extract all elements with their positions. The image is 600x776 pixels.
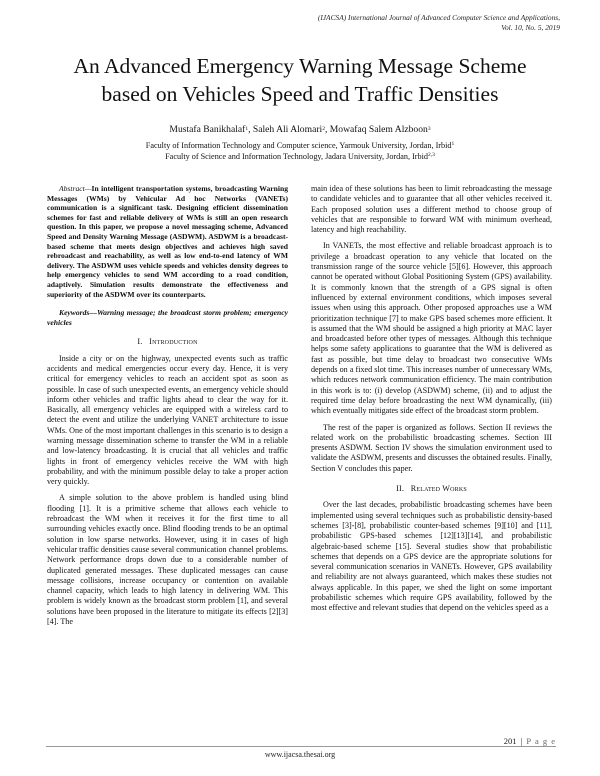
section-heading-introduction: I. Introduction: [137, 337, 198, 347]
intro-paragraph-4: The rest of the paper is organized as follows. Section II reviews the related work on the probabilistic broadcasting schemes. Section III presents ASDWM. Section IV shows the simulation environment used to validate the ASDWM, presents and discusses the obtained results. Finally, Section V concludes this paper.: [311, 422, 552, 473]
abstract-lead: Abstract—: [59, 184, 92, 193]
intro-paragraph-2: A simple solution to the above problem is handled using blind flooding [1]. It is a primitive scheme that allows each vehicle to rebroadcast the WM when it receives it for the first time to all surrounding vehicles exactly once. Blind flooding trends to be an optimal solution in low sparse networks. However, using it in cases of high vehicular traffic densities cause several communication channel problems. Network performance drops down due to a considerable number of duplicated generated messages. These duplicated messages can cause message collisions, increase occupancy or contention on available channel capacity, which leads to high latency in delivering WM. This problem is widely known as the broadcast storm problem [1], and several solutions have been proposed in the literature to mitigate its effects [2][3][4]. The: [47, 493, 288, 627]
author-1-sup: 1: [245, 126, 249, 132]
intro-paragraph-3: In VANETs, the most effective and reliable broadcast approach is to privilege a broadcast operation to any vehicle that located on the transmission range of the source vehicle [5][6]. However, this approach cannot be operated without Global Positioning System (GPS) availability. It is commonly known that the strength of a GPS signal is often influenced by external environment conditions, which imposes several issues when using this approach. Other proposed approaches use a WM prioritization technique [7] to make GPS based schemes more efficient. It is assumed that the WM should be assigned a high priority at MAC layer and broadcasted before other types of messages. Although this technique helps some safety applications to guarantee that the WM is delivered as fast as possible, but time delay to broadcast two consecutive WMs depends on a fixed slot time. This increases number of unnecessary WMs, which reduces network communication efficiency. The main contribution in this work is to: (i) develop (ASDWM) scheme, (ii) and to adjust the required time delay before broadcasting the next WM dynamically, (iii) which eventually mitigates side effect of the broadcast storm problem.: [311, 241, 552, 416]
affiliations: [30, 140, 570, 162]
intro-paragraph-1: Inside a city or on the highway, unexpected events such as traffic accidents and medical emergencies occur every day. Hence, it is very critical for emergency vehicles to reach an accident spot as soon as possible. In case of such unexpected events, an emergency vehicle should inform other vehicles and traffic lights ahead to clear the way for it. Basically, all emergency vehicles are equipped with a wireless card to detect the event and utilize the underlying VANET architecture to issue WMs. One of the most important challenges in this scenario is to design a warning message dissemination scheme to transfer the WM in a reliable and low-latency broadcasting. It is crucial that all vehicles and traffic lights in front of emergency vehicles receive the WM with high probability, and with the minimum possible delay to take a proper action very quickly.: [47, 353, 288, 487]
journal-name: (IJACSA) International Journal of Advanced Computer Science and Applications,: [317, 13, 560, 22]
left-column: [47, 184, 288, 627]
page-number-value: 201: [503, 736, 517, 746]
paper-title: [30, 52, 570, 108]
intro-paragraph-2-continued: main idea of these solutions has been to limit rebroadcasting the message to candidate vehicles and to guarantee that all other vehicles received it. Each proposed solution uses a different method to choose group of vehicles that are responsible to forward WM with minimum overhead, latency and high reachability.: [311, 184, 552, 235]
abstract-text: In intelligent transportation systems, broadcasting Warning Messages (WMs) by Vehicular Ad hoc Networks (VANETs) communication is a significant task. Designing efficient dissemination schemes for fast and reliable delivery of WMs is still an open research question. In this paper, we propose a novel messaging scheme, Advanced Speed and Density Warning Message (ASDWM). ASDWM is a broadcast-based scheme that meets design objectives and achieves high saved rebroadcast and reachability, as well as low end-to-end latency of WM delivery. The ASDWM uses vehicle speeds and vehicles density degrees to help emergency vehicles to send WM according to a road condition, adaptively. Simulation results demonstrate the effectiveness and superiority of the ASDWM over its counterparts.: [47, 184, 288, 299]
paper-title-line1: An Advanced Emergency Warning Message Scheme: [73, 54, 527, 78]
affiliation-1: Faculty of Information Technology and Computer science, Yarmouk University, Jordan, Irbid$^1$: [145, 141, 455, 150]
keywords: Keywords—Warning message; the broadcast storm problem; emergency vehicles: [47, 308, 288, 327]
author-1: Mustafa Banikhalaf: [169, 124, 246, 135]
journal-url[interactable]: www.ijacsa.thesai.org: [264, 750, 336, 759]
related-works-paragraph-1: Over the last decades, probabilistic broadcasting schemes have been implemented using several techniques such as probabilistic density-based schemes [3]-[8], probabilistic counter-based schemes [9][10] and [11], probabilistic GPS-based schemes [12][13][14], and probabilistic algebraic-based scheme [15]. Several studies show that probabilistic schemes that depends on a GPS device are the appropriate solutions for several communication scenarios in VANETs. However, GPS availability and reliability are not always guaranteed, which makes these studies not always applicable. In this paper, we shed the light on some important probabilistic schemes which require GPS availability, followed by the most effective and relevant studies that depend on the vehicles speed as a: [311, 500, 552, 613]
affiliation-2: Faculty of Science and Information Technology, Jadara University, Jordan, Irbid$^{2,3}$: [165, 152, 435, 161]
abstract: [47, 184, 288, 299]
page-number: [504, 736, 556, 746]
page-label: P a g e: [526, 736, 556, 746]
author-3-sup: 3: [427, 126, 431, 132]
author-3: Mowafaq Salem Alzboon: [329, 124, 428, 135]
right-column: [311, 184, 552, 614]
journal-volume: Vol. 10, No. 5, 2019: [501, 22, 560, 32]
page-separator: |: [520, 736, 523, 746]
journal-header: [180, 13, 560, 32]
section-heading-related-works: II. Related Works: [396, 484, 467, 494]
author-2: Saleh Ali Alomari: [252, 124, 323, 135]
author-2-sup: 2: [322, 126, 325, 132]
author-list: Mustafa Banikhalaf$^1$, Saleh Ali Alomari$^2$, Mowafaq Salem Alzboon$^3$: [169, 124, 431, 135]
footer-rule: [46, 746, 556, 747]
paper-title-line2: based on Vehicles Speed and Traffic Densities: [101, 82, 499, 106]
